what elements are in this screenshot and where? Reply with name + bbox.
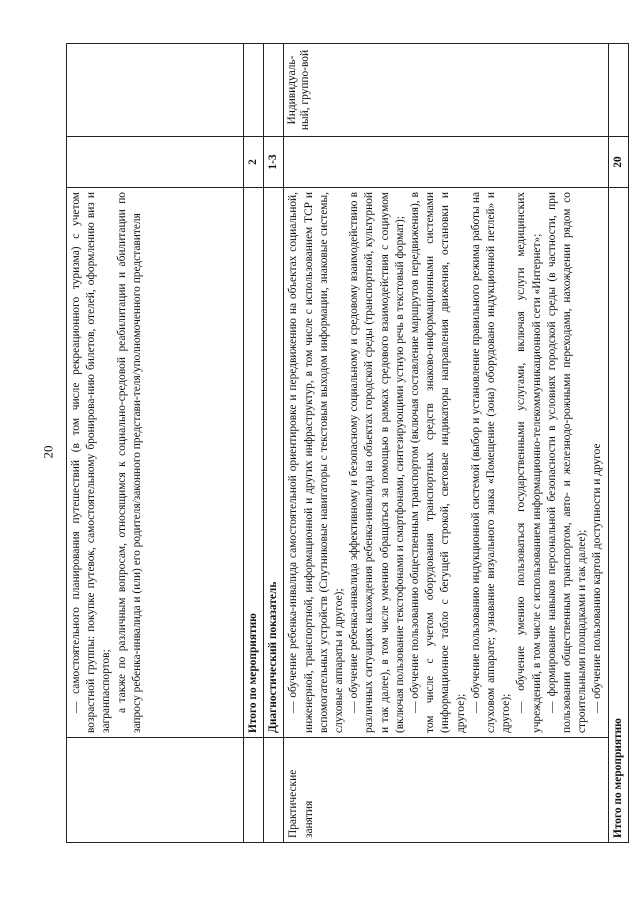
intro-bullet-1: — самостоятельного планирования путешествий (в том числе рекреационного туризма) с учетом возрастной группы: покупке путевок, самостоятельному бронирова-нию билетов, отелей, оформлению виз и загранпаспортов; [70,192,113,733]
practical-bullet-2: — обучение ребенка-инвалида эффективному и безопасному социальному и средовому взаимодействию в различных ситуациях нахождения ребенка-инвалида на объектах городской среды (транспортной, культурной и так далее), в том числе умению обращаться за помощью в рамках средового взаимодействия с социумом (включая пользование текстофонами и смартфонами, синтезирующими устную речь в текстовый формат); [348,192,406,733]
table-row [244,44,264,843]
cell-empty [284,137,608,188]
table-row [284,44,608,843]
intro-bullet-2: а также по различным вопросам, относящимся к социально-средовой реабилитации и абилитации по запросу ребенка-инвалида и (или) его родителя/законного представи-теля/уполномоченного представителя [115,192,143,733]
cell-practical-bullets [284,188,608,738]
diagnostic-value: 1-3 [264,137,284,188]
cell-empty [67,738,244,843]
page-number-text: 20 [40,445,55,459]
table-row [67,44,244,843]
total-label-1: Итого по мероприятию [244,188,264,738]
cell-empty [244,738,264,843]
rehabilitation-table [66,43,629,843]
diagnostic-label: Диагностический показатель [264,188,284,738]
activity-form: Индивидуаль-ный, группо-вой [284,44,608,137]
activity-type: Практические занятия [284,738,608,843]
table-row [264,44,284,843]
table-row [608,44,628,843]
cell-empty [264,44,284,137]
practical-bullet-5: — обучение умению пользоваться государственными услугами, включая услуги медицинских учреждений, в том числе с использованием информационно-телекоммуникационной сети «Интернет»; [515,192,543,733]
cell-empty [608,44,628,137]
total-label-2: Итого по мероприятию [608,188,628,843]
cell-empty [67,137,244,188]
total-value-1: 2 [244,137,264,188]
cell-empty [244,44,264,137]
total-value-2: 20 [608,137,628,188]
practical-bullet-7: — обучение пользованию картой доступности и другое [591,443,604,713]
practical-bullet-1: — обучение ребенка-инвалида самостоятельной ориентировке и передвижению на объектах социальной, инженерной, транспортной, информационной и других инфраструктур, в том числе с использованием ТСР и вспомогательных устройств (Спутниковые навигаторы с текстовым выходом информации, знаковые системы, слуховые аппараты и другое); [287,192,346,733]
cell-empty [67,44,244,137]
practical-bullet-4: — обучение пользованию индукционной системой (выбор и установление правильного режима работы на слуховом аппарате; узнавание визуального знака «Помещение (зона) оборудовано индукционной петлей» и другое); [469,192,513,733]
cell-intro-bullets [67,188,244,738]
cell-empty [264,738,284,843]
page-number [38,434,58,470]
rotated-table-container [66,43,624,843]
practical-bullet-6: — формирование навыков персональной безопасности в условиях городской среды (в частности, при пользовании общественным транспортом, авто- и железнодо-рожными переходами, нахождении рядом со строительными площадками и так далее); [545,192,589,733]
practical-bullet-3: — обучение пользованию общественным транспортом (включая составление маршрутов передвижения), в том числе с учетом оборудования транспортных средств знаково-информационными системами (информационное табло с бегущей строкой, световые индикаторы направления движения, остановки и другое); [409,192,467,733]
